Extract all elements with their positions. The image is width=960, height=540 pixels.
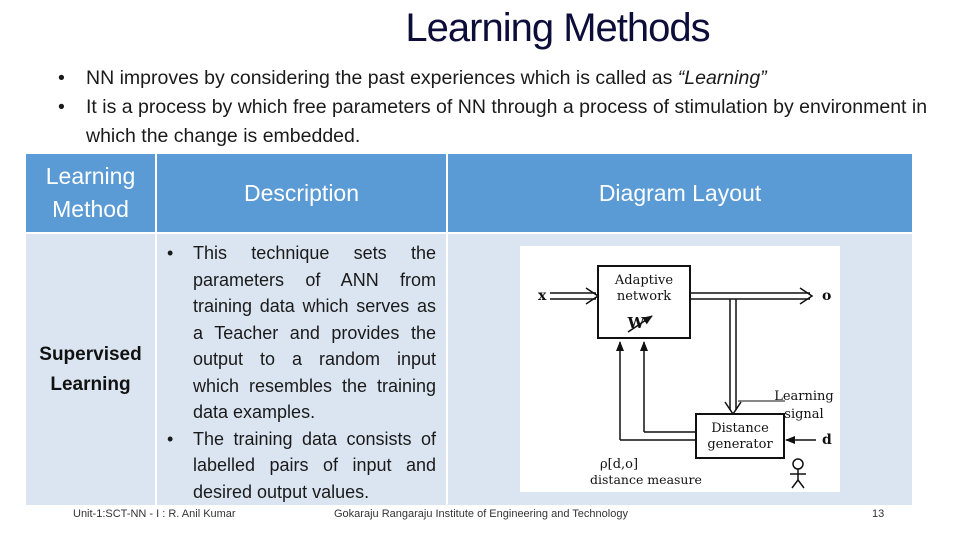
distance-label-2: generator: [707, 437, 773, 452]
desired-d-label: d: [822, 432, 832, 448]
description-bullet-2: • The training data consists of labelled pairs of input and desired output values.: [161, 426, 436, 506]
header-description: Description: [156, 153, 447, 233]
cell-description: [156, 233, 447, 506]
table-row: [25, 233, 913, 506]
learning-signal-label-2: signal: [784, 407, 824, 422]
learning-signal-label-1: Learning: [774, 389, 834, 404]
header-learning-method: Learning Method: [25, 153, 156, 233]
rho-label: ρ[d,o]: [600, 457, 639, 472]
adaptive-label-2: network: [616, 289, 672, 304]
cell-method-name: Supervised Learning: [25, 233, 156, 506]
header-diagram-layout: Diagram Layout: [447, 153, 913, 233]
description-bullet-1: • This technique sets the parameters of ANN from training data which serves as a Teacher and provides the output to a random input which resembles the training data examples.: [161, 240, 436, 426]
distance-measure-label: distance measure: [590, 472, 702, 487]
intro-bullet-2: • It is a process by which free parameters of NN through a process of stimulation by environment in which the change is embedded.: [52, 93, 932, 151]
distance-label-1: Distance: [711, 421, 769, 436]
input-x-label: x: [538, 288, 547, 304]
input-arrow: [586, 288, 598, 304]
footer-page-number: 13: [872, 508, 885, 520]
footer-institute: Gokaraju Rangaraju Institute of Engineering and Technology: [334, 508, 628, 520]
footer-author: Unit-1:SCT-NN - I : R. Anil Kumar: [73, 508, 236, 520]
page-title: Learning Methods: [405, 6, 710, 50]
output-o-label: o: [822, 288, 832, 304]
table-header-row: [25, 153, 913, 233]
teacher-figure-icon: [790, 459, 806, 488]
learning-methods-table: [24, 152, 914, 507]
intro-bullets: [52, 64, 932, 151]
intro-bullet-1-quote: “Learning”: [677, 67, 767, 89]
weight-label: W: [627, 314, 645, 332]
intro-bullet-1-text: NN improves by considering the past experiences which is called as: [86, 67, 678, 89]
output-arrow: [800, 288, 812, 304]
feedback-arrow: [725, 402, 741, 414]
supervised-learning-diagram: [520, 246, 840, 492]
intro-bullet-1: [52, 64, 932, 93]
adaptive-label-1: Adaptive: [614, 273, 674, 288]
cell-diagram: [447, 233, 913, 506]
